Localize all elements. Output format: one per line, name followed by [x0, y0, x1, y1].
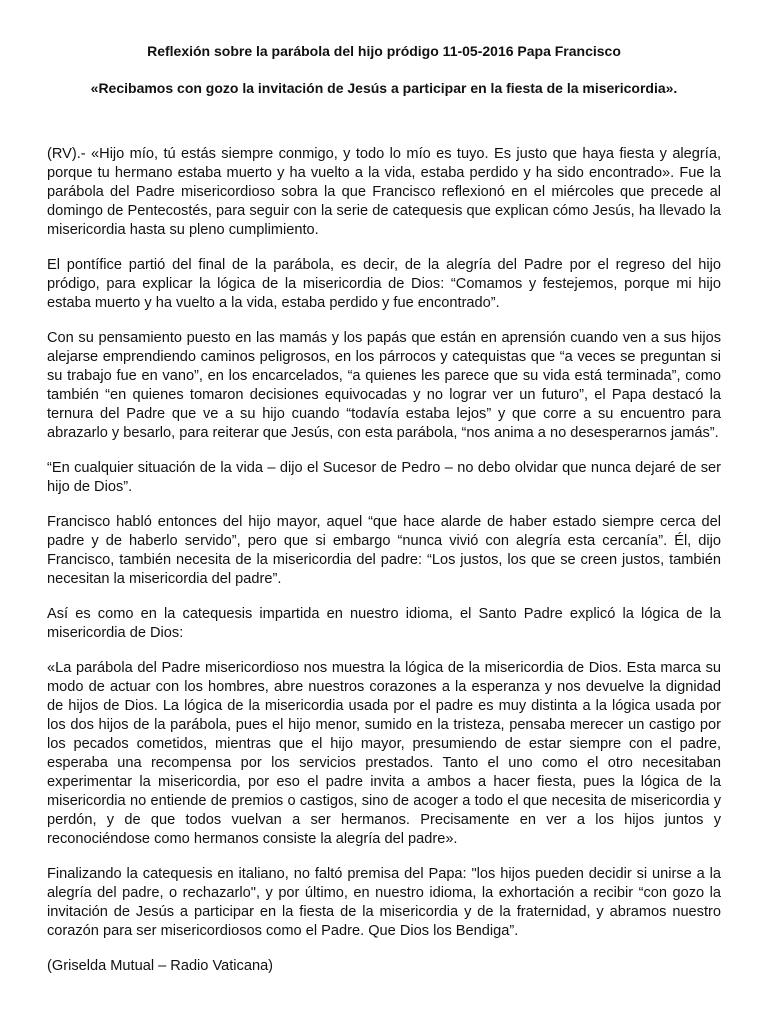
paragraph-conclusion: Finalizando la catequesis en italiano, no faltó premisa del Papa: "los hijos pueden decidir si unirse a la alegría del padre, o rechazarlo", y por último, en nuestro idioma, la exhortación a recibir “con gozo la invitación de Jesús a participar en la fiesta de la misericordia y de la fraternidad, y abramos nuestro corazón para ser misericordiosos como el Padre. Que Dios los Bendiga”.	[47, 866, 721, 939]
byline: (Griselda Mutual – Radio Vaticana)	[47, 958, 274, 974]
paragraph-older-son: Francisco habló entonces del hijo mayor, aquel “que hace alarde de haber estado siempre cerca del padre y de haberlo servido”, pero que si embargo “nunca vivió con alegría esta cercanía”. Él, dijo Francisco, también necesita de la misericordia del padre: “Los justos, los que se creen justos, también necesitan la misericordia del padre”.	[47, 514, 721, 587]
paragraph-quote-child-of-god: “En cualquier situación de la vida – dijo el Sucesor de Pedro – no debo olvidar que nunca dejaré de ser hijo de Dios”.	[47, 460, 721, 495]
paragraph-catechesis-intro: Así es como en la catequesis impartida en nuestro idioma, el Santo Padre explicó la lógica de la misericordia de Dios:	[47, 606, 721, 641]
paragraph-parents-thought: Con su pensamiento puesto en las mamás y los papás que están en aprensión cuando ven a sus hijos alejarse emprendiendo caminos peligrosos, en los párrocos y catequistas que “a veces se preguntan si su trabajo fue en vano”, en los encarcelados, “a quienes les parece que su vida está terminada”, como también “en quienes tomaron decisiones equivocadas y no lograr ver un futuro”, el Papa destacó la ternura del Padre que ve a su hijo cuando “todavía estaba lejos” y que corre a su encuentro para abrazarlo y besarlo, para reiterar que Jesús, con esta parábola, “nos anima a no desesperarnos jamás”.	[47, 330, 721, 441]
document-body	[47, 145, 721, 976]
document-subtitle: «Recibamos con gozo la invitación de Jesús a participar en la fiesta de la misericordia».	[90, 80, 678, 96]
paragraph-pontiff-start: El pontífice partió del final de la parábola, es decir, de la alegría del Padre por el regreso del hijo pródigo, para explicar la lógica de la misericordia de Dios: “Comamos y festejemos, porque mi hijo estaba muerto y ha vuelto a la vida, estaba perdido y fue encontrado”.	[47, 257, 721, 311]
paragraph-catechesis-quote: «La parábola del Padre misericordioso nos muestra la lógica de la misericordia de Dios. Esta marca su modo de actuar con los hombres, abre nuestros corazones a la esperanza y nos devuelve la dignidad de hijos de Dios. La lógica de la misericordia usada por el padre es muy distinta a la lógica usada por los dos hijos de la parábola, pues el hijo menor, sumido en la tristeza, pensaba merecer un castigo por los pecados cometidos, mientras que el hijo mayor, presumiendo de estar siempre con el padre, esperaba una recompensa por los servicios prestados. Tanto el uno como el otro necesitaban experimentar la misericordia, por eso el padre invita a ambos a hacer fiesta, pues la lógica de la misericordia no entiende de premios o castigos, sino de acoger a todo el que necesita de misericordia y perdón, y de que todos vuelvan a ser hermanos. Precisamente en ver a los hijos juntos y reconociéndose como hermanos consiste la alegría del padre».	[47, 660, 721, 847]
document-title: Reflexión sobre la parábola del hijo pródigo 11-05-2016 Papa Francisco	[147, 43, 621, 59]
paragraph-intro: (RV).- «Hijo mío, tú estás siempre conmigo, y todo lo mío es tuyo. Es justo que haya fiesta y alegría, porque tu hermano estaba muerto y ha vuelto a la vida, estaba perdido y ha sido encontrado». Fue la parábola del Padre misericordioso sobra la que Francisco reflexionó en el miércoles que precede al domingo de Pentecostés, para seguir con la serie de catequesis que explican cómo Jesús, ha llevado la misericordia hasta su pleno cumplimiento.	[47, 146, 721, 238]
